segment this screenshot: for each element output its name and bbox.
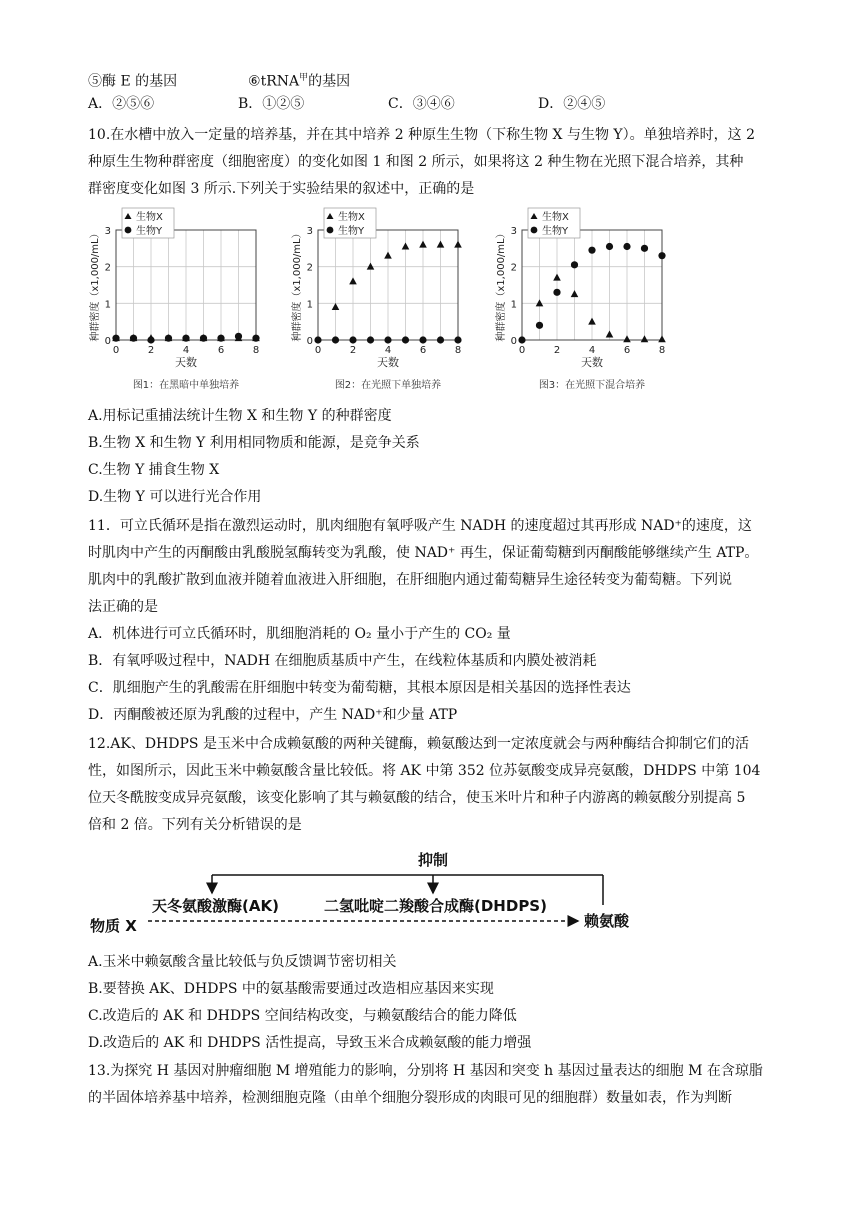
q10-option-c[interactable]: C.生物 Y 捕食生物 X: [88, 462, 220, 478]
figure-caption: 图1：在黑暗中单独培养: [132, 380, 240, 391]
q10-option-b[interactable]: B.生物 X 和生物 Y 利用相同物质和能源，是竞争关系: [88, 435, 420, 451]
q9-item6-sup: 甲: [299, 73, 309, 83]
data-point-x: [571, 290, 579, 297]
data-point-x: [536, 299, 544, 306]
q12-stem-line: 性，如图所示，因此玉米中赖氨酸含量比较低。将 AK 中第 352 位苏氨酸变成异亮氨酸，DHDPS 中第 104: [88, 763, 761, 779]
legend-label-x: 生物X: [136, 212, 163, 223]
q12-option-b[interactable]: B.要替换 AK、DHDPS 中的氨基酸需要通过改造相应基因来实现: [88, 981, 494, 997]
data-point-y: [571, 261, 578, 268]
q9-option-b[interactable]: B．①②⑤: [238, 96, 305, 112]
data-point-y: [200, 335, 207, 342]
q10-stem-line: 10.在水槽中放入一定量的培养基，并在其中培养 2 种原生生物（下称生物 X 与生物 Y）。单独培养时，这 2: [88, 127, 755, 143]
q12-option-c[interactable]: C.改造后的 AK 和 DHDPS 空间结构改变，与赖氨酸结合的能力降低: [88, 1008, 517, 1024]
data-point-y: [623, 243, 630, 250]
q9-option-a[interactable]: A．②⑤⑥: [88, 96, 155, 112]
data-point-x: [641, 335, 649, 342]
legend-marker-y: [327, 227, 334, 234]
y-tick-label: 3: [104, 226, 111, 237]
q11-stem-line: 时肌肉中产生的丙酮酸由乳酸脱氢酶转变为乳酸，使 NAD⁺ 再生，保证葡萄糖到丙酮酸能够继续产生 ATP。: [88, 545, 759, 561]
data-point-x: [553, 274, 561, 281]
x-tick-label: 6: [623, 345, 631, 356]
y-tick-label: 3: [510, 226, 517, 237]
data-point-y: [437, 336, 444, 343]
y-tick-label: 2: [306, 262, 313, 274]
x-tick-label: 2: [349, 345, 357, 356]
q12-stem-line: 位天冬酰胺变成异亮氨酸，该变化影响了其与赖氨酸的结合，使玉米叶片和种子内游离的赖氨酸分别提高 5: [88, 790, 746, 806]
x-tick-label: 4: [182, 345, 190, 356]
data-point-x: [384, 252, 392, 259]
data-point-x: [606, 331, 614, 338]
data-point-y: [165, 335, 172, 342]
data-point-y: [367, 336, 374, 343]
q10-stem-line: 种原生生物种群密度（细胞密度）的变化如图 1 和图 2 所示，如果将这 2 种生物在光照下混合培养，其种: [88, 154, 744, 170]
data-point-x: [419, 241, 427, 248]
legend-marker-y: [125, 227, 132, 234]
y-tick-label: 2: [104, 262, 111, 274]
data-point-y: [182, 335, 189, 342]
x-axis-label: 天数: [175, 356, 197, 369]
legend-label-y: 生物Y: [338, 226, 365, 237]
y-tick-label: 2: [510, 262, 517, 274]
x-tick-label: 4: [384, 345, 392, 356]
q12-option-d[interactable]: D.改造后的 AK 和 DHDPS 活性提高，导致玉米合成赖氨酸的能力增强: [88, 1035, 532, 1051]
enzyme-ak-label: 天冬氨酸激酶(AK): [152, 897, 279, 915]
q11-option-a[interactable]: A．机体进行可立氏循环时，肌细胞消耗的 O₂ 量小于产生的 CO₂ 量: [88, 626, 511, 642]
q13-stem-line: 的半固体培养基中培养，检测细胞克隆（由单个细胞分裂形成的肉眼可见的细胞群）数量如表，作为判断: [88, 1090, 732, 1106]
data-point-y: [402, 336, 409, 343]
figure-caption: 图3：在光照下混合培养: [538, 380, 646, 391]
lysine-pathway-diagram: [88, 843, 648, 941]
q10-option-d[interactable]: D.生物 Y 可以进行光合作用: [88, 489, 262, 505]
inhibit-label: 抑制: [417, 851, 449, 869]
data-point-x: [437, 241, 445, 248]
data-point-x: [588, 318, 596, 325]
data-point-x: [623, 335, 631, 342]
figure-1-chart: [88, 204, 278, 400]
x-tick-label: 0: [112, 345, 120, 356]
data-point-y: [658, 252, 665, 259]
data-point-y: [332, 336, 339, 343]
q9-options: [88, 94, 688, 114]
q9-item5: ⑤酶 E 的基因: [88, 73, 178, 90]
x-tick-label: 8: [454, 345, 462, 356]
data-point-y: [419, 336, 426, 343]
y-tick-label: 1: [510, 299, 517, 311]
q11-stem-line: 法正确的是: [88, 599, 158, 615]
q9-option-d[interactable]: D．②④⑤: [538, 96, 606, 112]
q11-stem-line: 11．可立氏循环是指在激烈运动时，肌肉细胞有氧呼吸产生 NADH 的速度超过其再形成 NAD⁺的速度，这: [88, 518, 752, 534]
data-point-y: [217, 335, 224, 342]
data-point-x: [367, 263, 375, 270]
data-point-x: [454, 241, 462, 248]
data-point-y: [518, 336, 525, 343]
q11-stem-line: 肌肉中的乳酸扩散到血液并随着血液进入肝细胞，在肝细胞内通过葡萄糖异生途径转变为葡萄糖。下列说: [88, 572, 732, 588]
figure-3-chart: [494, 204, 684, 400]
data-point-y: [112, 335, 119, 342]
x-tick-label: 8: [252, 345, 260, 356]
q11-option-d[interactable]: D．丙酮酸被还原为乳酸的过程中，产生 NAD⁺和少量 ATP: [88, 707, 458, 723]
y-axis-label: 种群密度（x1,000/mL）: [292, 228, 303, 342]
y-tick-label: 0: [510, 336, 517, 347]
x-tick-label: 6: [419, 345, 427, 356]
data-point-y: [606, 243, 613, 250]
data-point-x: [402, 243, 410, 250]
x-tick-label: 2: [553, 345, 561, 356]
data-point-y: [314, 336, 321, 343]
product-label: 赖氨酸: [584, 912, 630, 930]
y-axis-label: 种群密度（x1,000/mL）: [90, 228, 101, 342]
figure-caption: 图2：在光照下单独培养: [334, 380, 442, 391]
substrate-label: 物质 X: [90, 917, 137, 935]
data-point-y: [147, 336, 154, 343]
enzyme-dhdps-label: 二氢吡啶二羧酸合成酶(DHDPS): [324, 897, 547, 915]
y-tick-label: 0: [306, 336, 313, 347]
data-point-x: [658, 335, 666, 342]
legend-label-y: 生物Y: [542, 226, 569, 237]
x-tick-label: 2: [147, 345, 155, 356]
y-tick-label: 0: [104, 336, 111, 347]
y-tick-label: 1: [306, 299, 313, 311]
figure-2-chart: [290, 204, 480, 400]
q12-stem-line: 12.AK、DHDPS 是玉米中合成赖氨酸的两种关键酶，赖氨酸达到一定浓度就会与两种酶结合抑制它们的活: [88, 736, 749, 752]
q9-item6-tail: 的基因: [308, 73, 351, 90]
y-tick-label: 3: [306, 226, 313, 237]
x-tick-label: 0: [314, 345, 322, 356]
legend-label-x: 生物X: [542, 212, 569, 223]
x-axis-label: 天数: [581, 356, 603, 369]
q11-option-b[interactable]: B．有氧呼吸过程中，NADH 在细胞质基质中产生，在线粒体基质和内膜处被消耗: [88, 653, 597, 669]
legend-label-x: 生物X: [338, 212, 365, 223]
data-point-y: [235, 333, 242, 340]
q10-option-a[interactable]: A.用标记重捕法统计生物 X 和生物 Y 的种群密度: [88, 408, 392, 424]
y-tick-label: 1: [104, 299, 111, 311]
y-axis-label: 种群密度（x1,000/mL）: [496, 228, 507, 342]
q9-items: [88, 68, 350, 92]
data-point-y: [641, 245, 648, 252]
data-point-y: [553, 289, 560, 296]
x-axis-label: 天数: [377, 356, 399, 369]
data-point-y: [384, 336, 391, 343]
legend-label-y: 生物Y: [136, 226, 163, 237]
q12-stem-line: 倍和 2 倍。下列有关分析错误的是: [88, 817, 302, 833]
data-point-x: [332, 303, 340, 310]
q13-stem-line: 13.为探究 H 基因对肿瘤细胞 M 增殖能力的影响，分别将 H 基因和突变 h 基因过量表达的细胞 M 在含琼脂: [88, 1063, 763, 1079]
data-point-x: [349, 277, 357, 284]
data-point-y: [588, 247, 595, 254]
q9-item6: ⑥tRNA: [248, 73, 300, 90]
q11-option-c[interactable]: C．肌细胞产生的乳酸需在肝细胞中转变为葡萄糖，其根本原因是相关基因的选择性表达: [88, 680, 631, 696]
x-tick-label: 4: [588, 345, 596, 356]
x-tick-label: 6: [217, 345, 225, 356]
data-point-y: [536, 322, 543, 329]
x-tick-label: 8: [658, 345, 666, 356]
data-point-y: [252, 335, 259, 342]
data-point-y: [349, 336, 356, 343]
data-point-y: [454, 336, 461, 343]
q9-option-c[interactable]: C．③④⑥: [388, 96, 455, 112]
data-point-y: [130, 335, 137, 342]
q10-stem-line: 群密度变化如图 3 所示.下列关于实验结果的叙述中，正确的是: [88, 181, 475, 197]
x-tick-label: 0: [518, 345, 526, 356]
q12-option-a[interactable]: A.玉米中赖氨酸含量比较低与负反馈调节密切相关: [88, 954, 397, 970]
legend-marker-y: [531, 227, 538, 234]
